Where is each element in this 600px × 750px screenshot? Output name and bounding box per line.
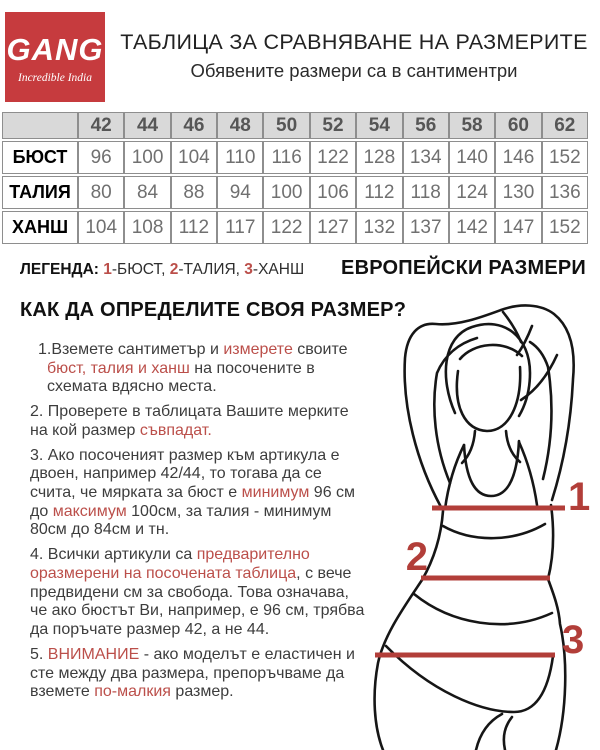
hair-outline: [446, 324, 530, 416]
body-measurement-figure: [355, 295, 600, 750]
table-cell: 88: [171, 176, 217, 209]
bikini-lower-curve: [386, 646, 553, 712]
table-cell: 112: [356, 176, 402, 209]
legend-num-3: 3: [244, 261, 253, 278]
table-cell: 152: [542, 141, 588, 174]
table-cell: 106: [310, 176, 356, 209]
size-header-cell: 46: [171, 112, 217, 139]
title-block: [108, 30, 600, 82]
top-strap-right: [519, 442, 537, 505]
table-cell: 130: [495, 176, 541, 209]
legend-num-2: 2: [169, 261, 179, 278]
table-cell: 100: [263, 176, 309, 209]
bust-line-label: 1: [568, 475, 591, 519]
legend-label: ЛЕГЕНДА:: [20, 261, 99, 278]
page-subtitle: Обявените размери са в сантиментри: [190, 60, 518, 81]
hip-right: [548, 579, 565, 750]
hip-left: [375, 580, 422, 750]
hand-line-1: [503, 312, 521, 342]
leg-inner-left: [476, 714, 502, 750]
size-header-cell: 54: [356, 112, 402, 139]
top-strap-left: [445, 445, 464, 509]
hand-line-2: [517, 326, 532, 355]
table-row: [2, 141, 588, 174]
size-table: [2, 110, 588, 246]
table-cell: 104: [78, 211, 124, 244]
how-to-heading: КАК ДА ОПРЕДЕЛИТЕ СВОЯ РАЗМЕР?: [20, 299, 407, 321]
torso-right: [548, 505, 553, 579]
torso-left: [422, 511, 443, 580]
instruction-item-3: 3. Ако посоченият размер към артикула е двоен, например 42/44, то тогава да се счита, че мярката за бюст е минимум 96 см до максимум 100см, за талия - минимум 80см до 84см и тн.: [30, 446, 356, 539]
table-cell: 94: [217, 176, 263, 209]
legend-text-3: -ХАНШ: [252, 261, 305, 278]
instruction-item-4: 4. Всички артикули са предварително оразмерени на посочената таблица, с вече предвидени см за свобода. Това означава, че ако бюстът Ви, например, е 96 см, трябва да поръчате размер 42, а не 44.: [30, 546, 365, 639]
table-row: [2, 176, 588, 209]
table-cell: 84: [124, 176, 170, 209]
row-label-cell: БЮСТ: [2, 141, 78, 174]
woman-outline-illustration: [355, 295, 600, 750]
table-cell: 134: [403, 141, 449, 174]
row-label-cell: ХАНШ: [2, 211, 78, 244]
table-cell: 142: [449, 211, 495, 244]
forearm-line: [521, 355, 557, 400]
european-sizes-title: ЕВРОПЕЙСКИ РАЗМЕРИ: [341, 257, 586, 279]
table-cell: 137: [403, 211, 449, 244]
instructions-list: [30, 341, 366, 708]
table-cell: 146: [495, 141, 541, 174]
size-header-cell: 60: [495, 112, 541, 139]
table-cell: 108: [124, 211, 170, 244]
waist-line-label: 2: [405, 535, 428, 579]
size-header-cell: 58: [449, 112, 495, 139]
legend-text-2: -ТАЛИЯ,: [178, 261, 245, 278]
top-bottom-band: [443, 524, 545, 538]
table-cell: 122: [263, 211, 309, 244]
table-cell: 132: [356, 211, 402, 244]
brand-name: GANG: [6, 32, 104, 67]
legend: [20, 257, 304, 279]
table-cell: 112: [171, 211, 217, 244]
arm-inner-left: [434, 338, 477, 483]
table-cell: 128: [356, 141, 402, 174]
bikini-top-edge: [414, 594, 552, 624]
page-title: ТАБЛИЦА ЗА СРАВНЯВАНЕ НА РАЗМЕРИТЕ: [120, 30, 588, 54]
size-header-cell: 50: [263, 112, 309, 139]
size-header-cell: 62: [542, 112, 588, 139]
row-label-cell: ТАЛИЯ: [2, 176, 78, 209]
legend-num-1: 1: [103, 261, 112, 278]
table-cell: 127: [310, 211, 356, 244]
instruction-item-1: 1.Вземете сантиметър и измерете своите бюст, талия и ханш на посочените в схемата вдясно места.: [38, 341, 348, 396]
size-header-cell: 52: [310, 112, 356, 139]
table-corner-cell: [2, 112, 78, 139]
table-cell: 136: [542, 176, 588, 209]
brand-tagline: Incredible India: [18, 72, 92, 84]
table-cell: 152: [542, 211, 588, 244]
arm-inner-right: [530, 342, 551, 479]
table-cell: 100: [124, 141, 170, 174]
size-header-cell: 48: [217, 112, 263, 139]
size-header-cell: 56: [403, 112, 449, 139]
table-cell: 110: [217, 141, 263, 174]
size-header-cell: 42: [78, 112, 124, 139]
table-cell: 80: [78, 176, 124, 209]
brand-logo: [5, 12, 105, 102]
instruction-item-2: 2. Проверете в таблицата Вашите мерките на кой размер съвпадат.: [30, 403, 349, 439]
table-cell: 116: [263, 141, 309, 174]
table-cell: 147: [495, 211, 541, 244]
table-cell: 118: [403, 176, 449, 209]
table-cell: 140: [449, 141, 495, 174]
table-row: [2, 211, 588, 244]
legend-row: [20, 257, 586, 280]
hips-line-label: 3: [562, 618, 585, 662]
table-cell: 96: [78, 141, 124, 174]
legend-text-1: -БЮСТ,: [111, 261, 170, 278]
table-cell: 117: [217, 211, 263, 244]
table-cell: 124: [449, 176, 495, 209]
neck-left: [462, 431, 475, 463]
leg-inner-right: [504, 717, 512, 750]
instruction-item-5: 5. ВНИМАНИЕ - ако моделът е еластичен и сте между два размера, препоръчваме да вземете по-малкия размер.: [30, 645, 355, 701]
arms-outer: [405, 305, 574, 507]
size-header-cell: 44: [124, 112, 170, 139]
top-neckline: [464, 441, 519, 496]
table-cell: 104: [171, 141, 217, 174]
hairline: [460, 345, 522, 359]
table-cell: 122: [310, 141, 356, 174]
face-outline: [457, 367, 520, 431]
neck-right: [506, 431, 520, 462]
